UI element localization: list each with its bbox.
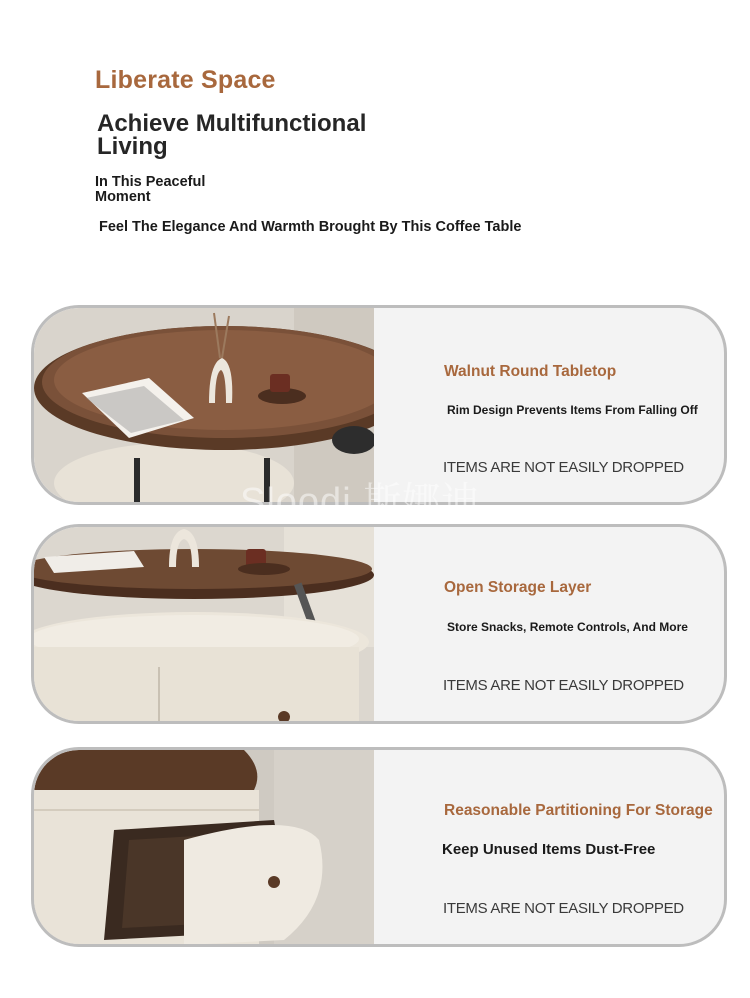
storage-layer-photo — [34, 527, 374, 721]
feature-title: Reasonable Partitioning For Storage — [444, 802, 713, 819]
eyebrow-title: Liberate Space — [95, 66, 276, 94]
feature-description: Store Snacks, Remote Controls, And More — [447, 620, 688, 634]
feature-title: Walnut Round Tabletop — [444, 363, 617, 380]
watermark: Sloodi 斯娜迪 — [240, 481, 481, 523]
feature-card-storage-layer — [31, 524, 727, 724]
feature-description: Rim Design Prevents Items From Falling Off — [447, 403, 698, 417]
tagline: Feel The Elegance And Warmth Brought By This Coffee Table — [99, 219, 522, 235]
subheading: In This Peaceful Moment — [95, 174, 206, 205]
drawer-photo — [34, 750, 374, 944]
headline: Achieve Multifunctional Living — [97, 110, 367, 160]
feature-card-partitioning — [31, 747, 727, 947]
feature-note: ITEMS ARE NOT EASILY DROPPED — [443, 900, 684, 917]
feature-note: ITEMS ARE NOT EASILY DROPPED — [443, 459, 684, 476]
feature-note: ITEMS ARE NOT EASILY DROPPED — [443, 677, 684, 694]
feature-description: Keep Unused Items Dust-Free — [442, 841, 656, 858]
feature-title: Open Storage Layer — [444, 579, 592, 596]
